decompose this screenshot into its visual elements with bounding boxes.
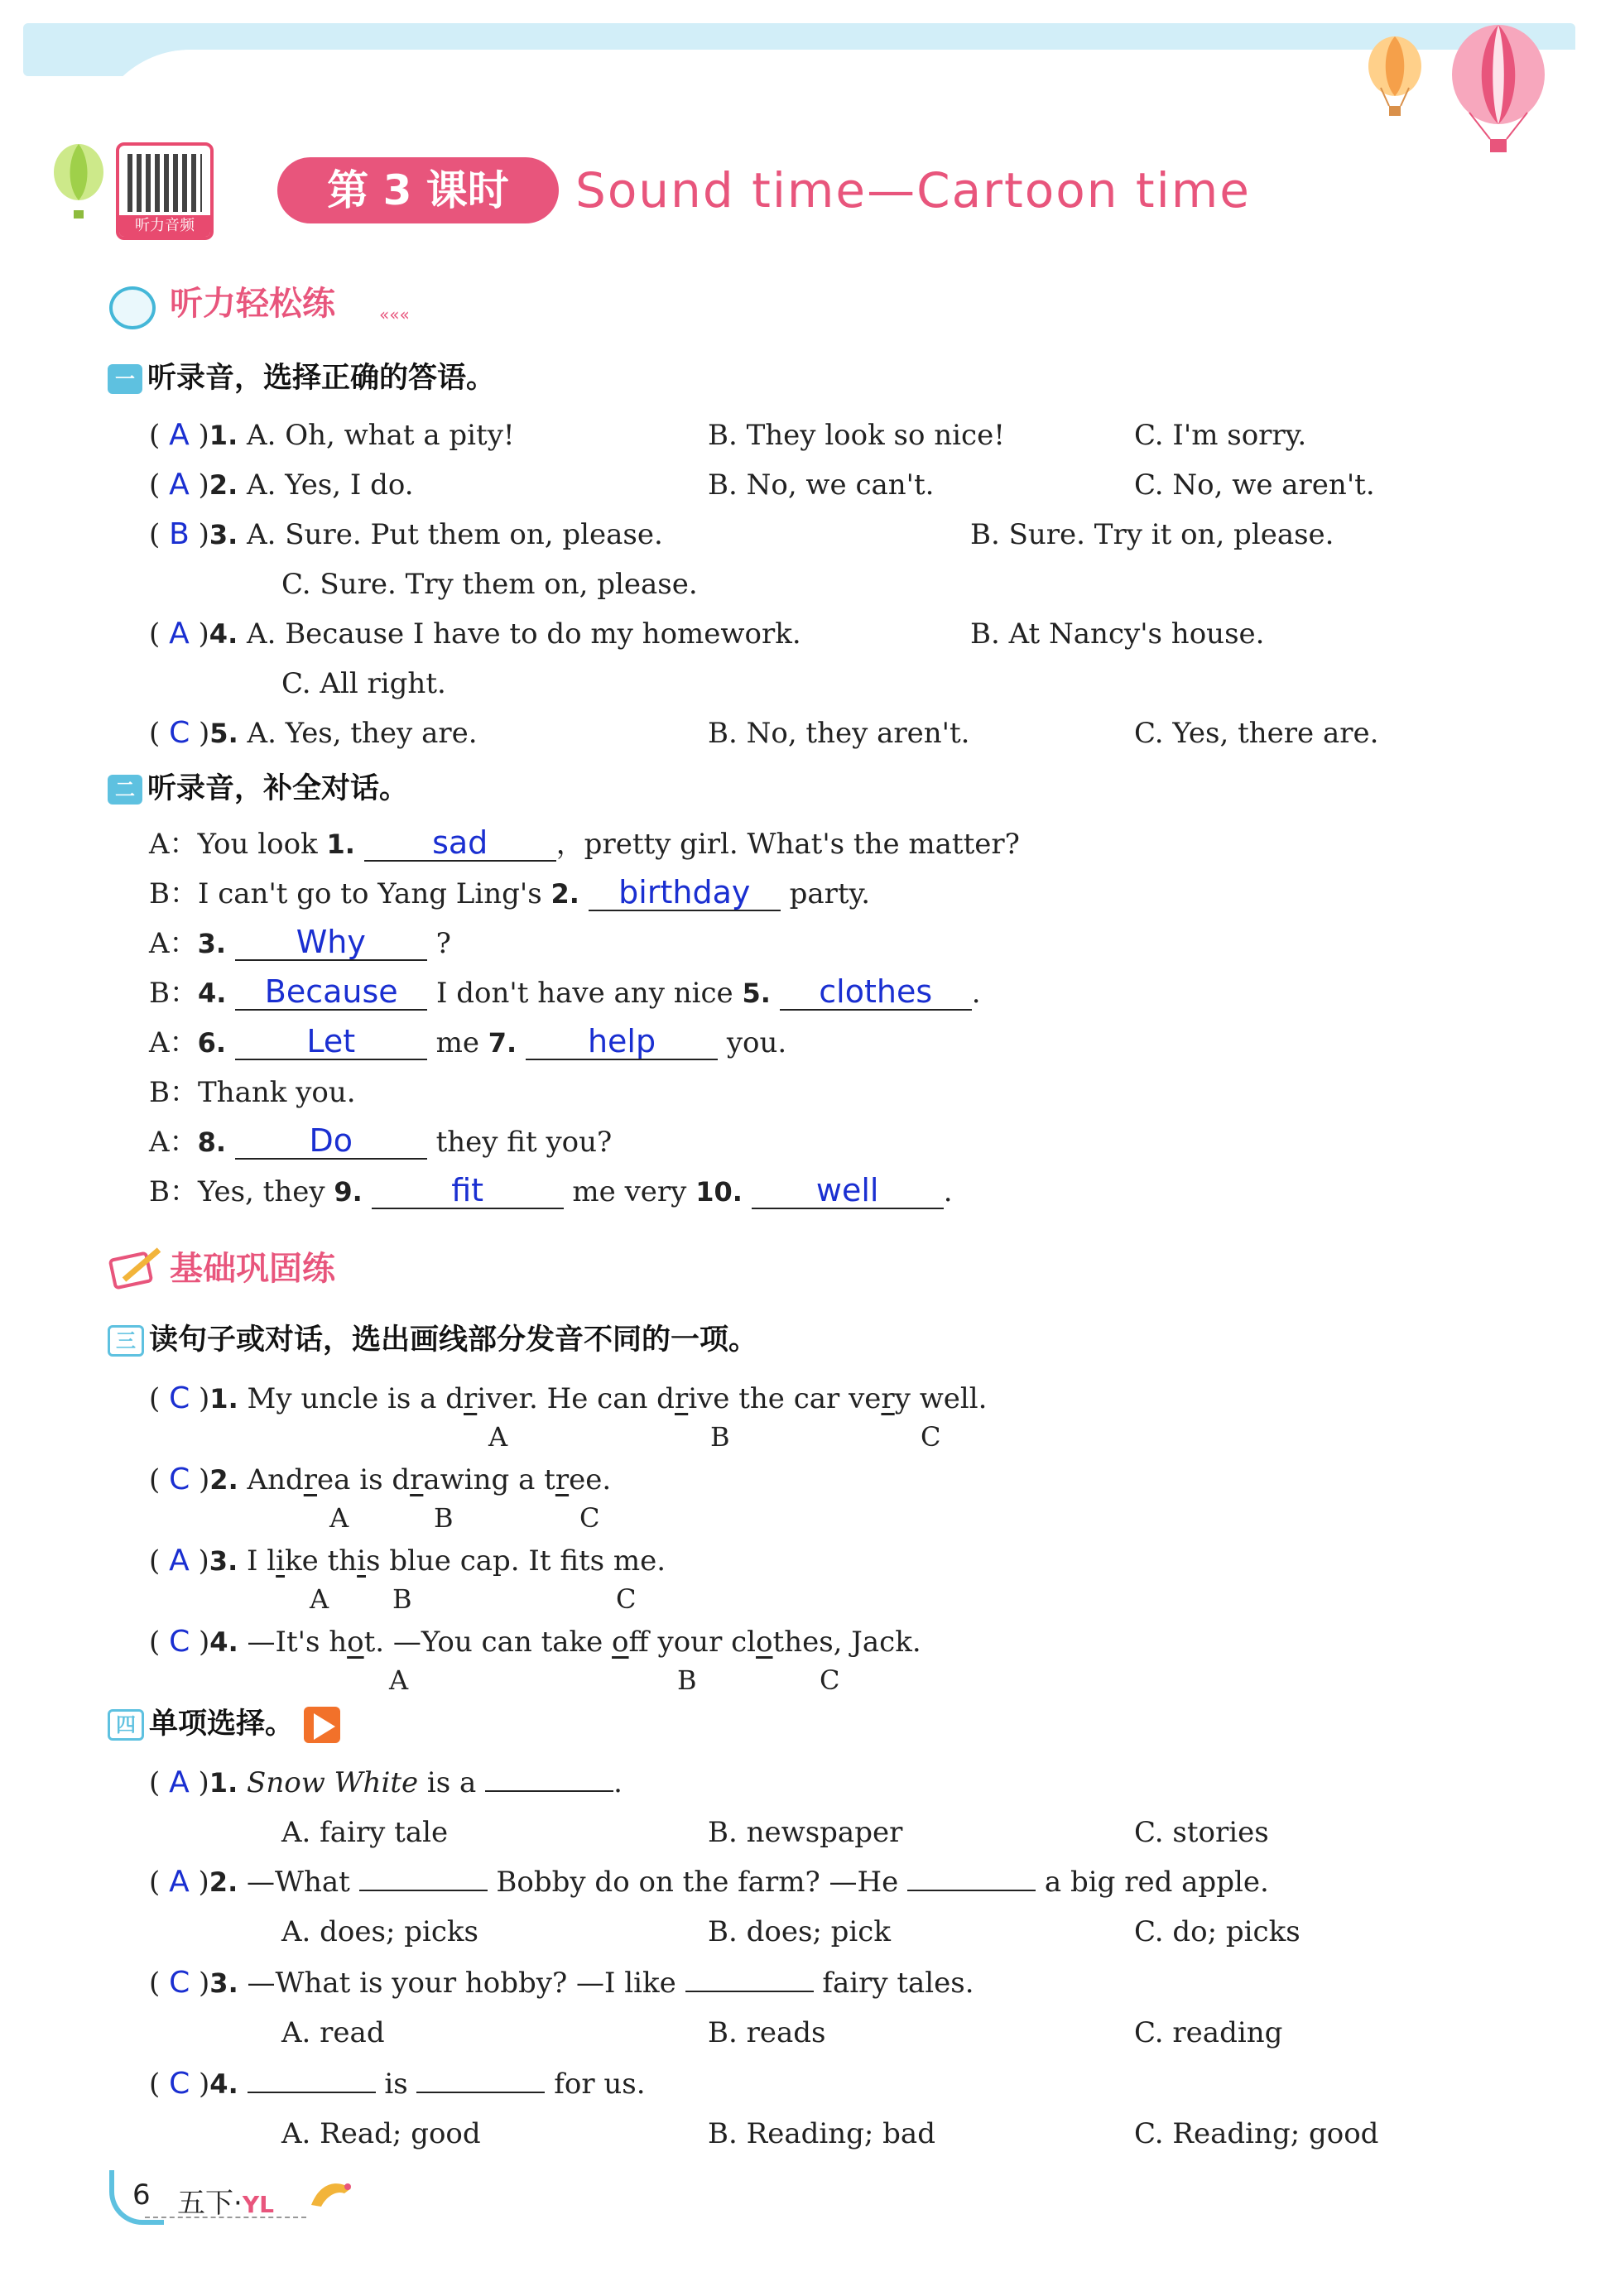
- blank[interactable]: birthday: [589, 877, 781, 911]
- option-letter: C: [921, 1421, 941, 1453]
- s4-q1: ( A )1. Snow White is a .: [149, 1765, 623, 1799]
- s1-q3: ( B )3. A. Sure. Put them on, please.: [149, 517, 663, 551]
- small-balloon-icon: [1358, 33, 1432, 124]
- footer-brand: YL: [242, 2191, 274, 2218]
- blank[interactable]: sad: [364, 827, 556, 862]
- s4-q4-b: B. Reading; bad: [708, 2117, 935, 2150]
- answer[interactable]: C: [169, 1625, 190, 1659]
- large-balloon-icon: [1445, 23, 1552, 160]
- option-letter: A: [488, 1421, 508, 1453]
- pencil-notebook-icon: [108, 1242, 166, 1291]
- answer[interactable]: C: [169, 2067, 190, 2101]
- section3-marker: 三: [108, 1325, 144, 1357]
- section4-marker: 四: [108, 1709, 144, 1741]
- dialog-line-4: B：4. Because I don't have any nice 5. clothes .: [149, 973, 981, 1010]
- module-dots: «««: [379, 305, 410, 324]
- s1-q1-b: B. They look so nice!: [708, 419, 1005, 452]
- section1-heading: 一 听录音，选择正确的答语。: [108, 359, 495, 397]
- page-number: 6: [132, 2178, 151, 2212]
- blank[interactable]: Do: [235, 1125, 427, 1160]
- qr-code[interactable]: [116, 142, 214, 240]
- blank[interactable]: [685, 1991, 814, 1992]
- lesson-title: Sound time—Cartoon time: [575, 162, 1251, 219]
- dialog-line-3: A：3. Why ?: [149, 924, 451, 960]
- module-basics-title: 基础巩固练: [170, 1250, 335, 1288]
- s4-q2-b: B. does; pick: [708, 1915, 891, 1948]
- qr-pattern: [127, 154, 202, 212]
- answer[interactable]: A: [169, 1544, 190, 1578]
- answer[interactable]: A: [169, 1865, 190, 1899]
- headphones-icon: [109, 286, 156, 329]
- blank[interactable]: Let: [235, 1026, 427, 1060]
- module-listening-title: 听力轻松练: [170, 285, 335, 323]
- blank[interactable]: help: [526, 1026, 718, 1060]
- dialog-line-1: A：You look 1. sad ，pretty girl. What's the matter?: [149, 824, 1020, 861]
- s4-q3-c: C. reading: [1134, 2016, 1283, 2049]
- s4-q4-c: C. Reading; good: [1134, 2117, 1379, 2150]
- answer[interactable]: A: [169, 468, 190, 502]
- s4-q1-b: B. newspaper: [708, 1816, 903, 1849]
- answer[interactable]: A: [169, 617, 190, 651]
- s1-q4-b: B. At Nancy's house.: [970, 617, 1265, 651]
- green-balloon-icon: [46, 142, 112, 225]
- option-letter: B: [710, 1421, 730, 1453]
- s1-q3-c: C. Sure. Try them on, please.: [281, 568, 698, 601]
- s3-q4: ( C )4. —It's hot. —You can take off your clothes, Jack.: [149, 1625, 921, 1659]
- s1-q2-b: B. No, we can't.: [708, 468, 935, 502]
- answer[interactable]: C: [169, 1966, 190, 2000]
- blank[interactable]: well: [752, 1174, 944, 1209]
- option-letter: B: [677, 1664, 697, 1696]
- option-letter: C: [616, 1583, 637, 1615]
- s4-q1-c: C. stories: [1134, 1816, 1269, 1849]
- s4-q1-a: A. fairy tale: [281, 1816, 449, 1849]
- blank[interactable]: [907, 1890, 1036, 1891]
- footer-label: 五下·YL: [177, 2187, 274, 2220]
- answer[interactable]: B: [169, 517, 190, 551]
- s1-q2: ( A )2. A. Yes, I do.: [149, 468, 414, 502]
- option-letter: B: [392, 1583, 412, 1615]
- section2-heading: 二 听录音，补全对话。: [108, 770, 408, 808]
- play-video-button[interactable]: [304, 1707, 340, 1743]
- lesson-badge: 第 3 课时: [277, 157, 559, 223]
- blank[interactable]: [248, 2092, 376, 2093]
- dialog-line-6: B：Thank you.: [149, 1076, 356, 1109]
- blank[interactable]: [416, 2092, 545, 2093]
- qr-caption: 听力音频: [119, 215, 210, 237]
- s4-q3-b: B. reads: [708, 2016, 826, 2049]
- dialog-line-8: B：Yes, they 9. fit me very 10. well .: [149, 1172, 953, 1208]
- s1-q1-c: C. I'm sorry.: [1134, 419, 1307, 452]
- s1-q4-c: C. All right.: [281, 667, 446, 700]
- s4-q4: ( C )4. is for us.: [149, 2067, 646, 2101]
- section2-marker: 二: [108, 775, 142, 805]
- blank[interactable]: [485, 1790, 613, 1792]
- dialog-line-2: B：I can't go to Yang Ling's 2. birthday party.: [149, 874, 871, 910]
- option-letter: B: [434, 1502, 454, 1534]
- option-letter: C: [579, 1502, 600, 1534]
- section3-heading: 三 读句子或对话，选出画线部分发音不同的一项。: [108, 1321, 757, 1359]
- answer[interactable]: A: [169, 418, 190, 452]
- s4-q2: ( A )2. —What Bobby do on the farm? —He a big red apple.: [149, 1865, 1269, 1899]
- option-letter: A: [389, 1664, 409, 1696]
- s4-q4-a: A. Read; good: [281, 2117, 481, 2150]
- s4-q2-a: A. does; picks: [281, 1915, 478, 1948]
- s1-q5-b: B. No, they aren't.: [708, 717, 970, 750]
- answer[interactable]: C: [169, 716, 190, 750]
- dialog-line-5: A：6. Let me 7. help you.: [149, 1023, 787, 1059]
- answer[interactable]: C: [169, 1381, 190, 1415]
- dialog-line-7: A：8. Do they fit you?: [149, 1122, 613, 1159]
- s3-q2: ( C )2. Andrea is drawing a tree.: [149, 1463, 612, 1496]
- s1-q1: ( A )1. A. Oh, what a pity!: [149, 418, 515, 452]
- s3-q3: ( A )3. I like this blue cap. It fts me.: [149, 1544, 666, 1578]
- bird-icon: [308, 2172, 358, 2213]
- option-letter: A: [310, 1583, 329, 1615]
- s1-q5: ( C )5. A. Yes, they are.: [149, 716, 478, 750]
- section1-marker: 一: [108, 364, 142, 394]
- s1-q5-c: C. Yes, there are.: [1134, 717, 1379, 750]
- s1-q4: ( A )4. A. Because I have to do my homework.: [149, 617, 801, 651]
- blank[interactable]: clothes: [780, 976, 972, 1011]
- answer[interactable]: C: [169, 1463, 190, 1496]
- s4-q2-c: C. do; picks: [1134, 1915, 1301, 1948]
- s3-q1: ( C )1. My uncle is a driver. He can drive the car very well.: [149, 1381, 988, 1415]
- blank[interactable]: fit: [372, 1174, 564, 1209]
- s1-q2-c: C. No, we aren't.: [1134, 468, 1375, 502]
- s4-q3: ( C )3. —What is your hobby? —I like fairy tales.: [149, 1966, 974, 2000]
- blank[interactable]: Why: [235, 926, 427, 961]
- option-letter: C: [820, 1664, 840, 1696]
- blank[interactable]: Because: [235, 976, 427, 1011]
- section4-heading: 四 单项选择。: [108, 1705, 340, 1743]
- blank[interactable]: [359, 1890, 488, 1891]
- footer-dash: [145, 2217, 306, 2218]
- s4-q3-a: A. read: [281, 2016, 385, 2049]
- answer[interactable]: A: [169, 1765, 190, 1799]
- s1-q3-b: B. Sure. Try it on, please.: [970, 518, 1334, 551]
- play-icon: [314, 1713, 335, 1740]
- option-letter: A: [329, 1502, 349, 1534]
